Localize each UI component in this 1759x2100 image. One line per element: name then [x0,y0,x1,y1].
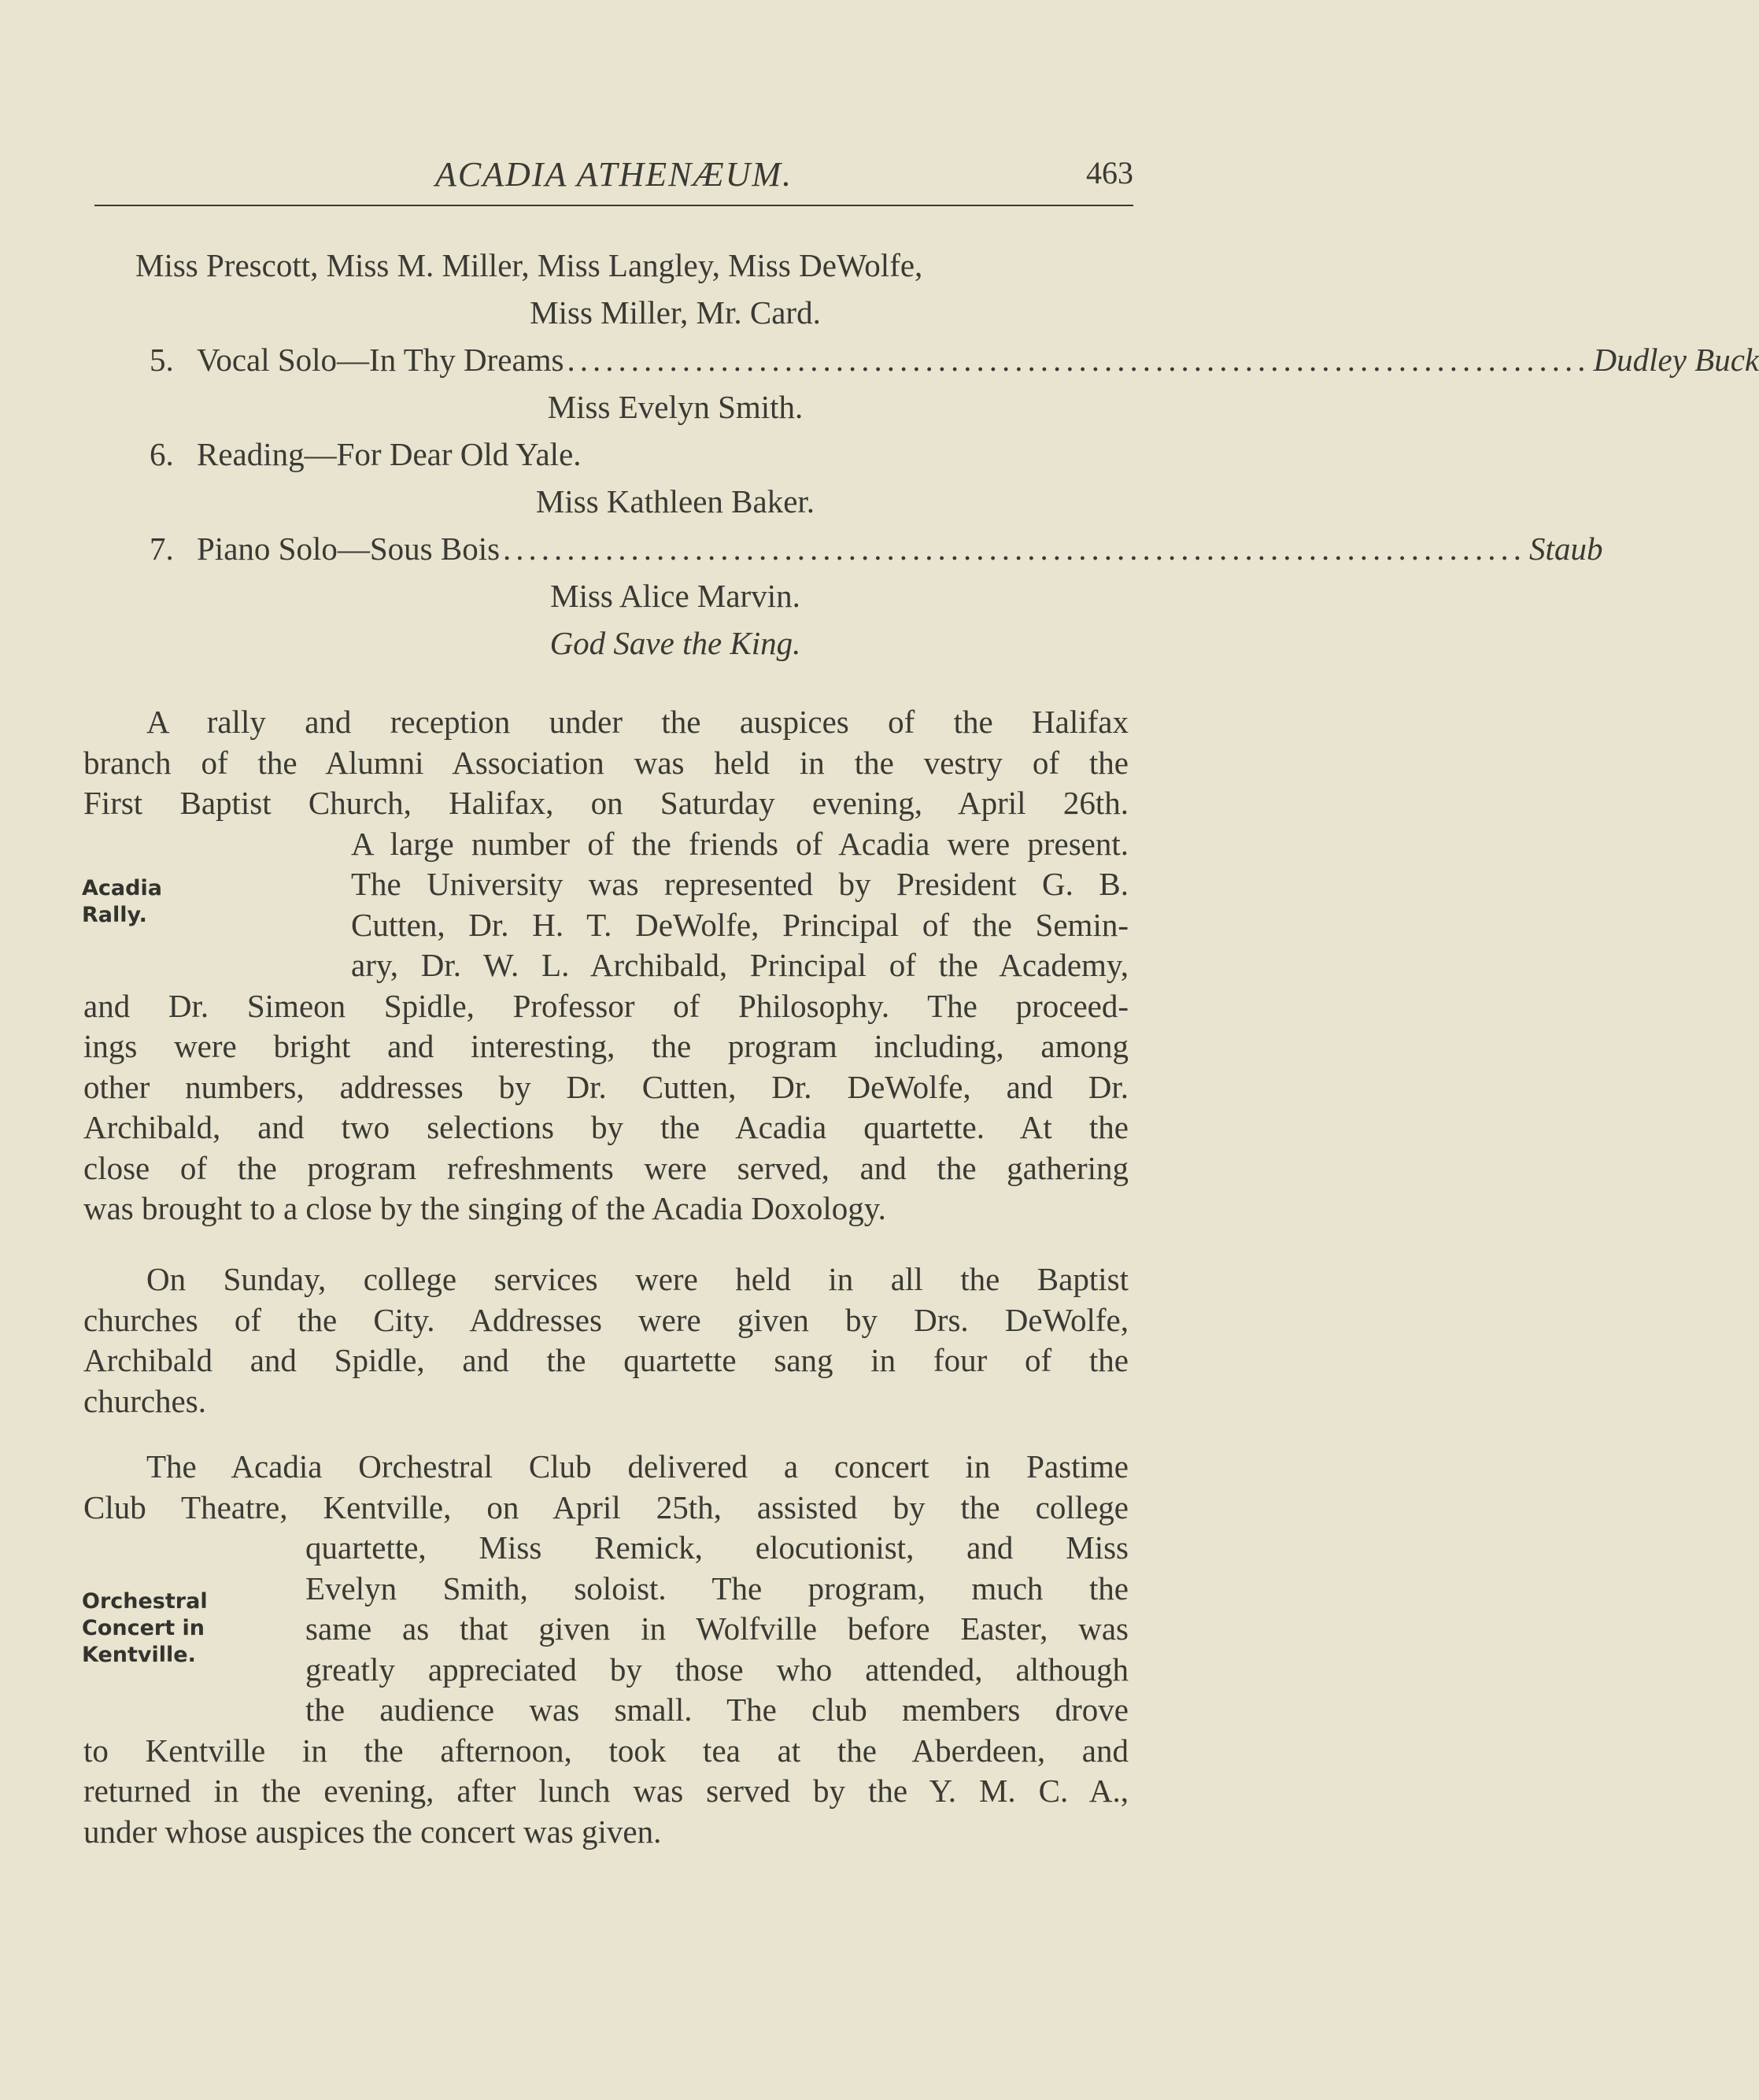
program-closing: God Save the King. [549,625,801,661]
text-line: same as that given in Wolfville before Easter, was [305,1610,1129,1647]
text-line: First Baptist Church, Halifax, on Saturday evening, April 26th. [83,785,1129,821]
text-line: under whose auspices the concert was given. [83,1813,662,1850]
program-item-title: Piano Solo—Sous Bois [197,531,501,567]
text-line: Club Theatre, Kentville, on April 25th, assisted by the college [83,1488,1129,1525]
dot-leader: ................................................................................ [567,342,1591,378]
performers-line: Miss Prescott, Miss M. Miller, Miss Langley, Miss DeWolfe, [135,247,923,283]
text-line: The Acadia Orchestral Club delivered a concert in Pastime [146,1448,1129,1484]
program-item [150,529,1603,568]
text-line: the audience was small. The club members drove [305,1691,1129,1728]
text-line: other numbers, addresses by Dr. Cutten, Dr. DeWolfe, and Dr. [83,1068,1129,1105]
text-line: Cutten, Dr. H. T. DeWolfe, Principal of the Semin- [351,906,1129,943]
program-item [150,340,1759,379]
program-item-number: 7. [150,531,174,567]
text-line: returned in the evening, after lunch was served by the Y. M. C. A., [83,1773,1129,1809]
paragraph-orchestral [83,1447,1129,1852]
program-item-composer: Dudley Buck [1593,342,1759,378]
text-line: branch of the Alumni Association was held in the vestry of the [83,744,1129,781]
text-line: A rally and reception under the auspices of the Halifax [146,704,1129,740]
program-item-composer: Staub [1529,531,1603,567]
journal-title: ACADIA ATHENÆUM. [434,155,793,194]
paragraph-sunday [83,1259,1129,1422]
performers-line: Miss Miller, Mr. Card. [530,294,821,331]
program-item-title: Reading—For Dear Old Yale. [197,436,582,472]
program-item-performer: Miss Kathleen Baker. [535,483,815,519]
page-number: 463 [1086,155,1133,190]
text-line: greatly appreciated by those who attended, although [305,1651,1129,1688]
text-line: ary, Dr. W. L. Archibald, Principal of the Academy, [351,947,1129,983]
text-line: to Kentville in the afternoon, took tea at the Aberdeen, and [83,1732,1129,1769]
text-line: ings were bright and interesting, the program including, among [83,1028,1129,1064]
text-line: and Dr. Simeon Spidle, Professor of Philosophy. The proceed- [83,987,1129,1024]
program-item-performer: Miss Alice Marvin. [550,578,800,614]
sidenote-orchestral-concert: Orchestral Concert in Kentville. [82,1589,208,1667]
text-line: The University was represented by President G. B. [351,866,1129,902]
program-item [150,434,1125,474]
program-item-number: 5. [150,342,174,378]
text-line: quartette, Miss Remick, elocutionist, and Miss [305,1529,1129,1566]
text-line: Archibald and Spidle, and the quartette sang in four of the [83,1342,1129,1378]
text-line: was brought to a close by the singing of the Acadia Doxology. [83,1190,886,1226]
program-item-title: Vocal Solo—In Thy Dreams [197,342,564,378]
paragraph-rally [83,702,1129,1229]
text-line: churches. [83,1382,206,1419]
sidenote-acadia-rally: Acadia Rally. [82,876,162,927]
text-line: A large number of the friends of Acadia were present. [351,825,1129,862]
text-line: close of the program refreshments were served, and the gathering [83,1149,1129,1186]
text-line: Evelyn Smith, soloist. The program, much the [305,1569,1129,1606]
running-header [94,150,1133,206]
text-line: Archibald, and two selections by the Acadia quartette. At the [83,1109,1129,1145]
text-line: churches of the City. Addresses were given by Drs. DeWolfe, [83,1301,1129,1338]
program-item-performer: Miss Evelyn Smith. [547,389,804,425]
text-line: On Sunday, college services were held in all the Baptist [146,1261,1129,1297]
dot-leader: ................................................................................ [503,531,1527,567]
program-item-number: 6. [150,436,174,472]
